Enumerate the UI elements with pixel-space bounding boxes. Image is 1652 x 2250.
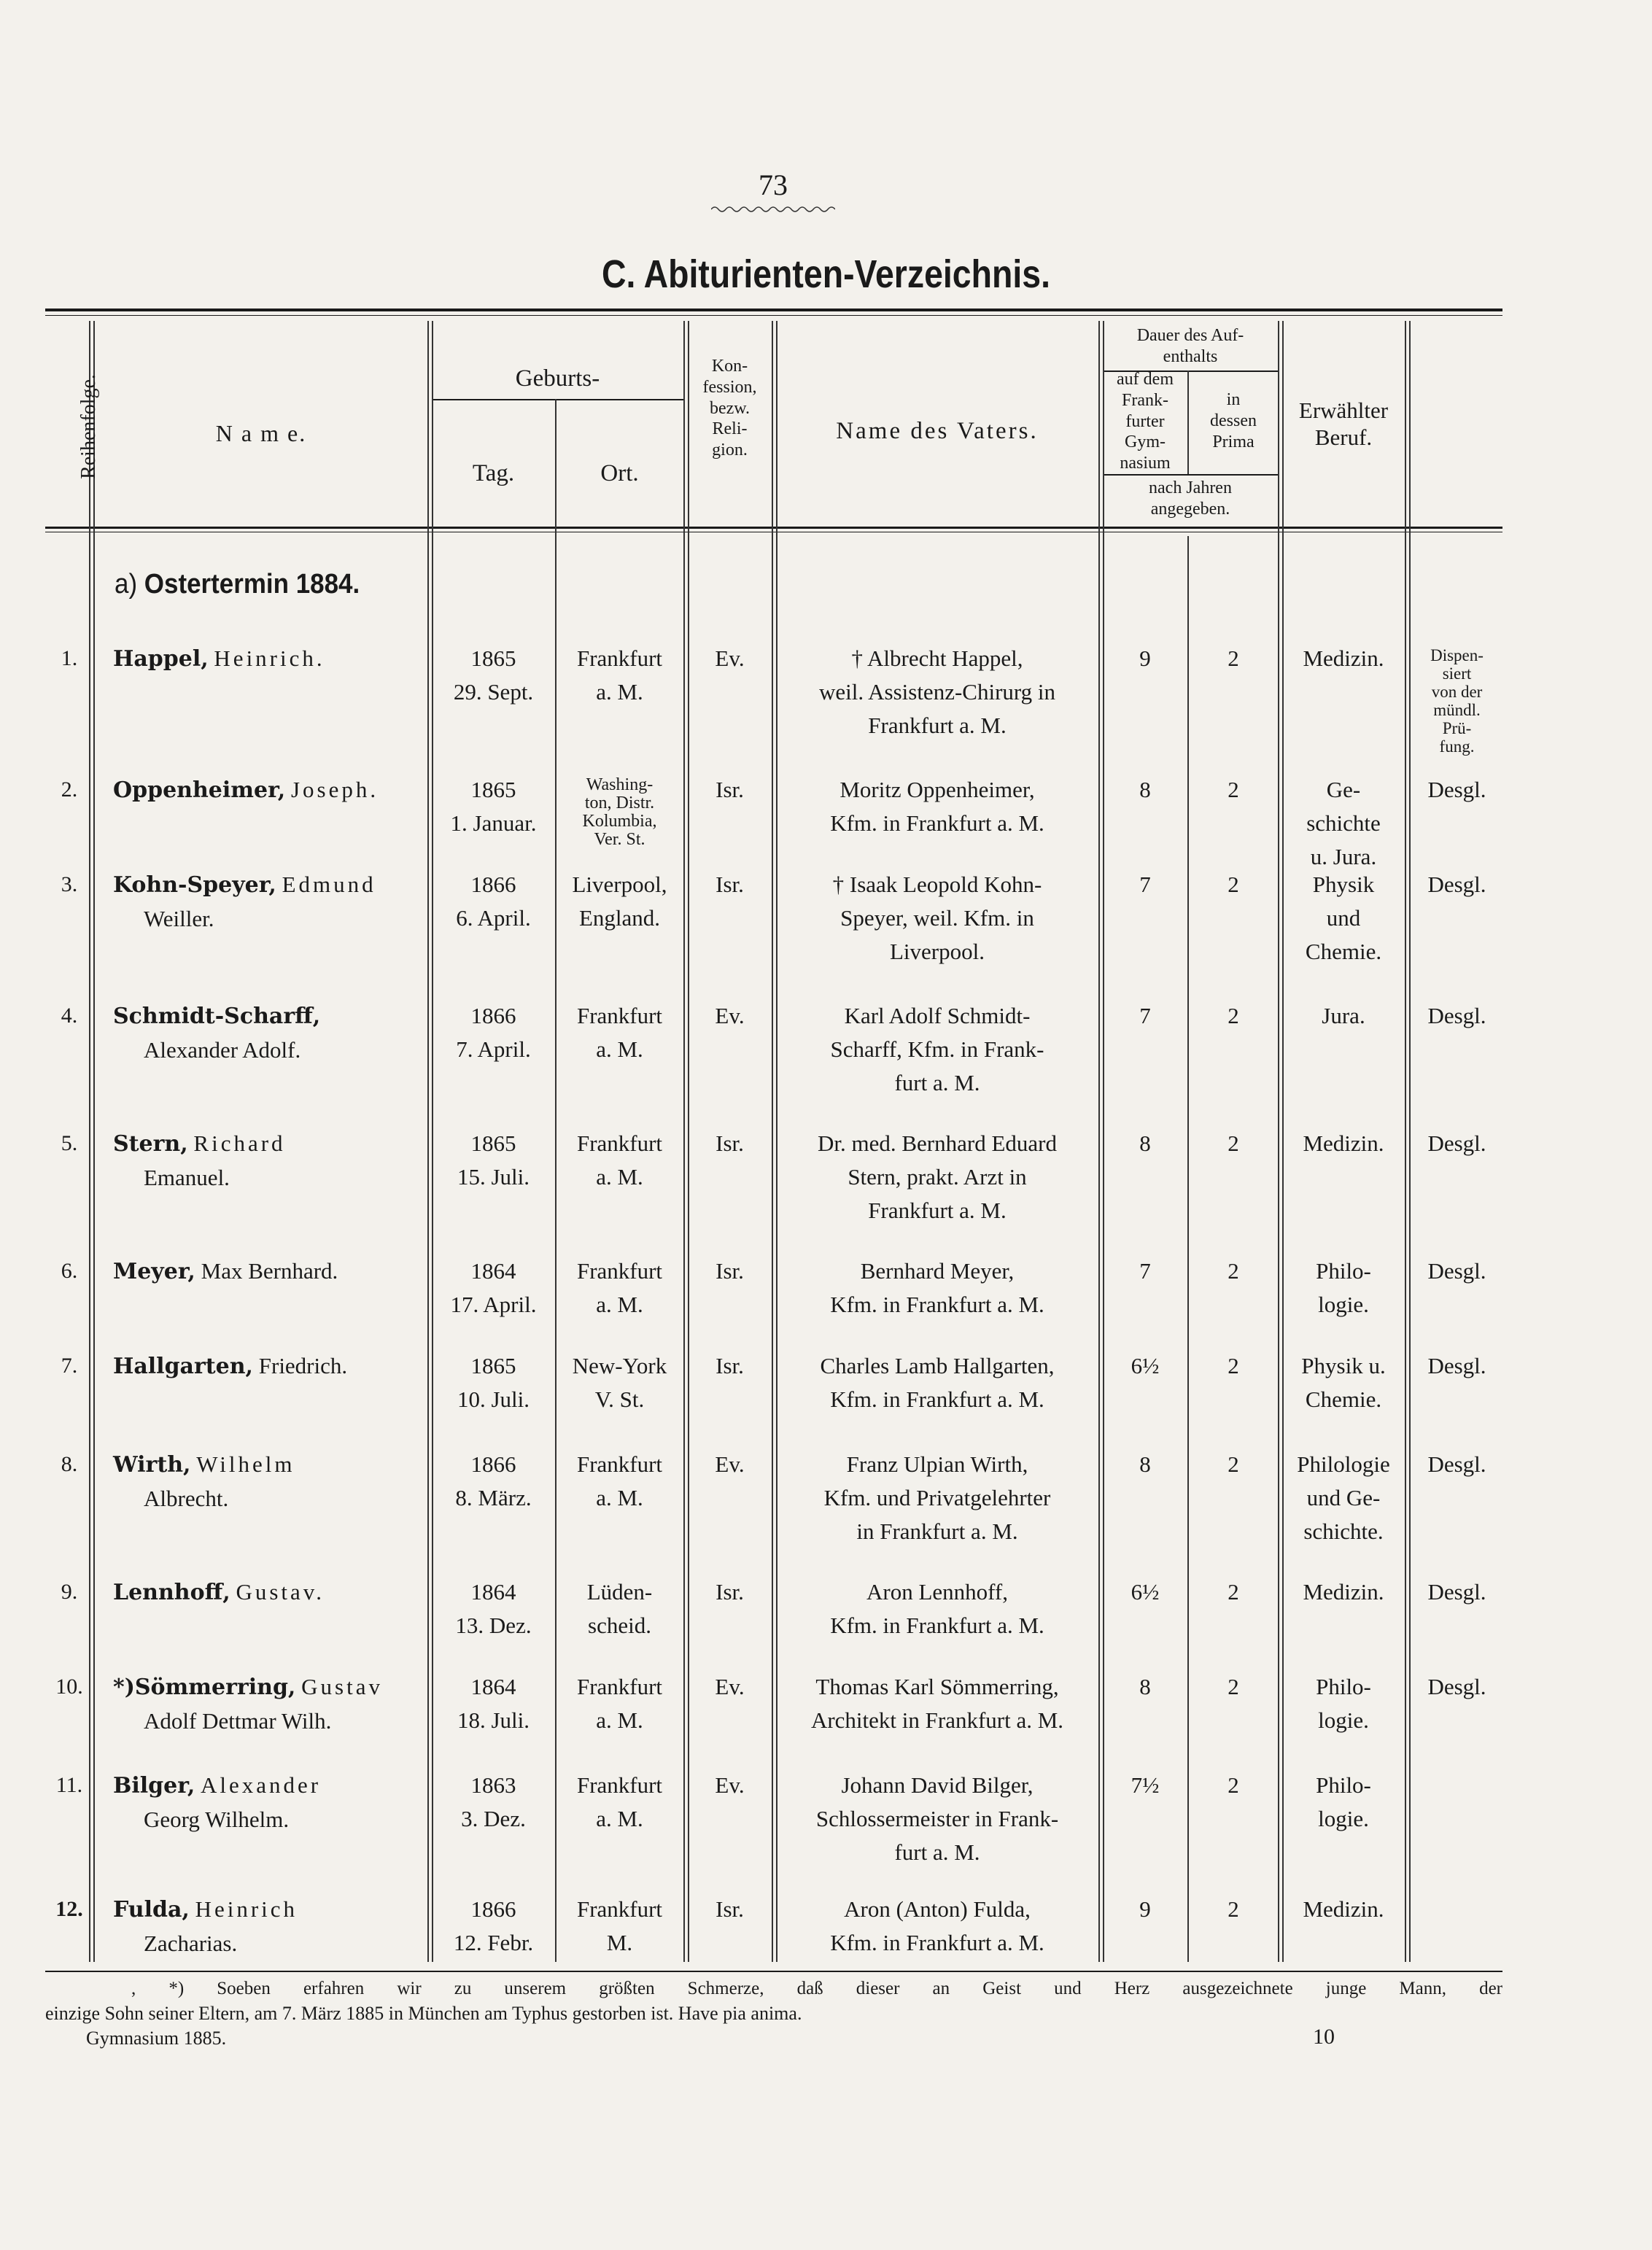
father-name <box>776 1127 1098 1227</box>
birth-year: 1866 <box>470 1451 516 1477</box>
exam-note-line: mündl. <box>1433 701 1481 719</box>
birth-year: 1864 <box>470 1258 516 1284</box>
father-name <box>776 999 1098 1100</box>
career-line: schichte. <box>1303 1518 1384 1544</box>
father-name-line: Scharff, Kfm. in Frank- <box>830 1036 1044 1062</box>
birth-place-line: Ver. St. <box>594 830 645 849</box>
birth-place-line: a. M. <box>596 1164 643 1190</box>
career-line: Chemie. <box>1305 939 1382 964</box>
birth-place-line: Frankfurt <box>576 1258 663 1284</box>
religion: Ev. <box>715 645 745 671</box>
birth-place <box>556 999 683 1066</box>
father-name <box>776 773 1098 840</box>
header-order: Reihenfolge. <box>77 374 100 479</box>
exam-note <box>1411 773 1502 807</box>
exam-note <box>1411 646 1502 756</box>
student-name <box>113 868 427 936</box>
birth-place-line: a. M. <box>596 1485 643 1510</box>
student-name <box>113 1127 427 1195</box>
father-name-line: Charles Lamb Hallgarten, <box>820 1353 1055 1378</box>
career <box>1282 1670 1405 1737</box>
birth-place <box>556 1670 683 1737</box>
student-surname: Meyer, <box>113 1259 195 1284</box>
career-line: logie. <box>1318 1707 1369 1733</box>
student-name <box>113 1254 427 1289</box>
exam-note <box>1411 1448 1502 1481</box>
student-name <box>113 642 427 676</box>
years-gymnasium: 7 <box>1139 1003 1151 1028</box>
father-name <box>776 1254 1098 1322</box>
religion: Isr. <box>716 1896 744 1922</box>
birth-day: 6. April. <box>456 905 531 931</box>
birth-place <box>556 1127 683 1194</box>
father-name <box>776 1670 1098 1737</box>
years-prima: 2 <box>1228 1003 1239 1028</box>
student-name <box>113 1349 427 1384</box>
father-name-line: Johann David Bilger, <box>841 1772 1034 1798</box>
birth-year: 1863 <box>470 1772 516 1798</box>
years-gymnasium: 8 <box>1139 1130 1151 1156</box>
exam-note-line: Desgl. <box>1427 1130 1486 1156</box>
student-given-name-cont: Albrecht. <box>144 1486 229 1511</box>
father-name-line: Frankfurt a. M. <box>868 1198 1007 1223</box>
exam-note-line: fung. <box>1439 737 1475 756</box>
birth-place-line: a. M. <box>596 1036 643 1062</box>
years-prima: 2 <box>1228 1130 1239 1156</box>
header-name: N a m e. <box>215 420 307 446</box>
years-prima: 2 <box>1228 1896 1239 1922</box>
col-line <box>772 321 773 1962</box>
birth-place <box>556 1349 683 1416</box>
exam-note-line: siert <box>1442 664 1472 683</box>
birth-day: 13. Dez. <box>455 1613 532 1638</box>
years-prima: 2 <box>1228 1579 1239 1605</box>
student-given-name: Friedrich. <box>258 1353 348 1378</box>
years-gymnasium: 9 <box>1139 645 1151 671</box>
header-day: Tag. <box>472 460 515 486</box>
student-name <box>113 1769 427 1836</box>
header-prima: in dessen Prima <box>1210 390 1257 451</box>
birth-day: 12. Febr. <box>453 1930 534 1955</box>
career <box>1282 1893 1405 1926</box>
page-title: C. Abiturienten-Verzeichnis. <box>601 252 1051 296</box>
birth-place-line: Frankfurt <box>576 645 663 671</box>
career-line: und <box>1326 905 1361 931</box>
col-line <box>93 321 95 1962</box>
birth-place-line: Kolumbia, <box>582 812 657 831</box>
father-name-line: Frankfurt a. M. <box>868 713 1007 738</box>
father-name-line: Schlossermeister in Frank- <box>815 1806 1059 1831</box>
student-given-name: Gustav <box>301 1674 383 1699</box>
student-surname: Kohn-Speyer, <box>113 872 276 898</box>
years-prima: 2 <box>1228 872 1239 897</box>
father-name-line: † Isaak Leopold Kohn- <box>832 872 1042 897</box>
col-line <box>1187 536 1189 1962</box>
career <box>1282 1127 1405 1160</box>
career-line: Philo- <box>1316 1258 1371 1284</box>
father-name-line: weil. Assistenz-Chirurg in <box>818 679 1056 705</box>
career-line: logie. <box>1318 1806 1369 1831</box>
col-line <box>1405 321 1406 1962</box>
duration-bottom-rule <box>1103 474 1278 476</box>
birth-place-line: M. <box>606 1930 633 1955</box>
student-name <box>113 1670 427 1738</box>
father-name-line: Kfm. in Frankfurt a. M. <box>830 810 1044 836</box>
father-name-line: Bernhard Meyer, <box>860 1258 1015 1284</box>
father-name-line: furt a. M. <box>894 1070 980 1095</box>
father-name-line: Dr. med. Bernhard Eduard <box>818 1130 1057 1156</box>
student-surname: Happel, <box>113 646 209 672</box>
career <box>1282 1254 1405 1322</box>
birth-year: 1866 <box>470 1896 516 1922</box>
career <box>1282 868 1405 969</box>
years-gymnasium: 8 <box>1139 1674 1151 1699</box>
religion: Isr. <box>716 1130 744 1156</box>
birth-place-line: Lüden- <box>586 1579 653 1605</box>
religion: Isr. <box>716 1579 744 1605</box>
student-given-name-cont: Alexander Adolf. <box>144 1037 301 1063</box>
section-heading: a) Ostertermin 1884. <box>115 569 360 600</box>
birth-day: 18. Juli. <box>457 1707 530 1733</box>
birth-subrule <box>432 399 683 400</box>
career-line: logie. <box>1318 1292 1369 1317</box>
birth-day: 15. Juli. <box>457 1164 530 1190</box>
father-name-line: Speyer, weil. Kfm. in <box>840 905 1034 931</box>
career-line: Jura. <box>1322 1003 1365 1028</box>
footnote-rule <box>45 1971 1502 1972</box>
birth-day: 3. Dez. <box>461 1806 526 1831</box>
father-name-line: Architekt in Frankfurt a. M. <box>810 1707 1064 1733</box>
student-surname: Stern, <box>113 1131 188 1157</box>
page-number: 73 <box>759 168 788 201</box>
birth-year: 1866 <box>470 1003 516 1028</box>
birth-day: 10. Juli. <box>457 1386 530 1412</box>
years-gymnasium: 7 <box>1139 872 1151 897</box>
exam-note-line: Desgl. <box>1427 1353 1486 1378</box>
birth-year: 1865 <box>470 1130 516 1156</box>
student-given-name: Alexander <box>201 1772 322 1798</box>
career-line: schichte <box>1306 810 1381 836</box>
years-gymnasium: 6½ <box>1131 1353 1160 1378</box>
birth-place-line: a. M. <box>596 1806 643 1831</box>
student-given-name: Richard <box>193 1130 286 1156</box>
student-given-name: Edmund <box>282 872 376 897</box>
header-duration: Dauer des Auf- enthalts <box>1136 326 1244 366</box>
exam-note <box>1411 1575 1502 1609</box>
exam-note-line: Desgl. <box>1427 1674 1486 1699</box>
exam-note-line: Prü- <box>1442 719 1472 737</box>
student-surname: Bilger, <box>113 1773 195 1799</box>
religion: Isr. <box>716 1353 744 1378</box>
student-given-name: Gustav. <box>236 1579 325 1605</box>
student-name <box>113 1448 427 1516</box>
exam-note <box>1411 1254 1502 1288</box>
years-prima: 2 <box>1228 1258 1239 1284</box>
years-gymnasium: 7 <box>1139 1258 1151 1284</box>
religion: Isr. <box>716 1258 744 1284</box>
years-gymnasium: 8 <box>1139 777 1151 802</box>
father-name-line: Kfm. in Frankfurt a. M. <box>830 1930 1044 1955</box>
birth-place <box>556 1893 683 1960</box>
student-surname: Schmidt-Scharff, <box>113 1004 321 1029</box>
student-name <box>113 773 427 807</box>
religion: Ev. <box>715 1451 745 1477</box>
father-name <box>776 642 1098 742</box>
father-name-line: Kfm. in Frankfurt a. M. <box>830 1292 1044 1317</box>
row-number: 6. <box>61 1259 78 1283</box>
student-given-name: Heinrich <box>195 1896 298 1922</box>
father-name-line: Kfm. in Frankfurt a. M. <box>830 1386 1044 1412</box>
exam-note <box>1411 868 1502 901</box>
career <box>1282 642 1405 675</box>
birth-year: 1864 <box>470 1674 516 1699</box>
header-father: Name des Vaters. <box>836 418 1039 444</box>
sheet-signature: 10 <box>1313 2025 1335 2049</box>
birth-place-line: a. M. <box>596 1292 643 1317</box>
years-gymnasium: 8 <box>1139 1451 1151 1477</box>
years-gymnasium: 7½ <box>1131 1772 1160 1798</box>
father-name-line: Franz Ulpian Wirth, <box>846 1451 1028 1477</box>
col-line <box>1278 321 1279 1962</box>
career <box>1282 1769 1405 1836</box>
student-name <box>113 1575 427 1610</box>
row-number: 1. <box>61 646 78 670</box>
exam-note-line: von der <box>1431 683 1483 701</box>
row-number: 4. <box>61 1004 78 1028</box>
footnote-line-1: , *) Soeben erfahren wir zu unserem größten Schmerze, daß dieser an Geist und Herz ausgezeichnete junge Mann, der <box>131 1979 1502 1998</box>
birth-place-line: New-York <box>572 1353 667 1378</box>
career-line: Physik u. <box>1301 1353 1386 1378</box>
birth-place-line: Frankfurt <box>576 1003 663 1028</box>
years-prima: 2 <box>1228 1674 1239 1699</box>
col-line <box>427 321 429 1962</box>
header-years-note: nach Jahren angegeben. <box>1149 478 1232 519</box>
exam-note-line: Desgl. <box>1427 1451 1486 1477</box>
student-given-name-cont: Adolf Dettmar Wilh. <box>144 1708 332 1734</box>
student-surname: *)Sömmerring, <box>113 1675 296 1700</box>
birth-place-line: Frankfurt <box>576 1674 663 1699</box>
birth-place-line: ton, Distr. <box>584 794 655 812</box>
row-number: 11. <box>55 1773 83 1797</box>
birth-place-line: a. M. <box>596 679 643 705</box>
header-top-rule-thin <box>45 315 1502 316</box>
birth-day: 17. April. <box>450 1292 537 1317</box>
father-name-line: Moritz Oppenheimer, <box>839 777 1035 802</box>
career <box>1282 773 1405 874</box>
father-name <box>776 1769 1098 1869</box>
student-surname: Lennhoff, <box>113 1580 230 1605</box>
father-name-line: Kfm. in Frankfurt a. M. <box>830 1613 1044 1638</box>
years-gymnasium: 9 <box>1139 1896 1151 1922</box>
header-birth: Geburts- <box>515 365 600 392</box>
student-surname: Hallgarten, <box>113 1354 253 1379</box>
birth-place-line: Washing- <box>586 775 654 794</box>
father-name-line: † Albrecht Happel, <box>851 645 1023 671</box>
birth-place <box>556 1254 683 1322</box>
career <box>1282 1448 1405 1548</box>
birth-day: 8. März. <box>455 1485 532 1510</box>
birth-place <box>556 776 683 849</box>
student-given-name-cont: Georg Wilhelm. <box>144 1807 290 1832</box>
father-name <box>776 1448 1098 1548</box>
student-given-name: Joseph. <box>290 777 379 802</box>
birth-day: 29. Sept. <box>453 679 534 705</box>
row-number: 5. <box>61 1131 78 1155</box>
religion: Ev. <box>715 1772 745 1798</box>
exam-note-line: Desgl. <box>1427 1579 1486 1605</box>
row-number: 8. <box>61 1452 78 1476</box>
years-prima: 2 <box>1228 1353 1239 1378</box>
header-bottom-rule <box>45 527 1502 529</box>
student-given-name: Max Bernhard. <box>201 1258 338 1284</box>
father-name <box>776 1575 1098 1642</box>
student-surname: Wirth, <box>113 1452 191 1478</box>
birth-place <box>556 868 683 935</box>
birth-place-line: Frankfurt <box>576 1451 663 1477</box>
religion: Ev. <box>715 1674 745 1699</box>
birth-place-line: a. M. <box>596 1707 643 1733</box>
birth-place <box>556 1575 683 1642</box>
col-line <box>1098 321 1100 1962</box>
father-name <box>776 1893 1098 1960</box>
birth-place-line: Frankfurt <box>576 1896 663 1922</box>
father-name-line: in Frankfurt a. M. <box>856 1518 1018 1544</box>
birth-year: 1865 <box>470 645 516 671</box>
student-given-name: Wilhelm <box>196 1451 295 1477</box>
career-line: und Ge- <box>1306 1485 1381 1510</box>
col-line <box>1409 321 1411 1962</box>
birth-place <box>556 1448 683 1515</box>
years-gymnasium: 6½ <box>1131 1579 1160 1605</box>
header-top-rule <box>45 309 1502 311</box>
years-prima: 2 <box>1228 645 1239 671</box>
religion: Isr. <box>716 872 744 897</box>
birth-place-line: Frankfurt <box>576 1772 663 1798</box>
birth-place-line: V. St. <box>594 1386 645 1412</box>
row-number: 9. <box>61 1580 78 1604</box>
exam-note-line: Desgl. <box>1427 872 1486 897</box>
col-line <box>89 321 90 1962</box>
student-given-name-cont: Emanuel. <box>144 1165 230 1190</box>
birth-year: 1866 <box>470 872 516 897</box>
career-line: Medizin. <box>1303 1579 1384 1605</box>
father-name-line: furt a. M. <box>894 1839 980 1865</box>
row-number: 2. <box>61 777 78 802</box>
birth-place <box>556 1769 683 1836</box>
career-line: Medizin. <box>1303 1130 1384 1156</box>
father-name <box>776 868 1098 969</box>
career-line: Ge- <box>1326 777 1361 802</box>
exam-note-line: Desgl. <box>1427 1003 1486 1028</box>
father-name-line: Aron (Anton) Fulda, <box>844 1896 1031 1922</box>
career-line: Physik <box>1312 872 1375 897</box>
career-line: Philo- <box>1316 1772 1371 1798</box>
career-line: Chemie. <box>1305 1386 1382 1412</box>
student-name <box>113 1893 427 1960</box>
student-surname: Fulda, <box>113 1897 190 1923</box>
exam-note-line: Desgl. <box>1427 777 1486 802</box>
exam-note <box>1411 999 1502 1033</box>
row-number: 7. <box>61 1354 78 1378</box>
student-name <box>113 999 427 1067</box>
years-prima: 2 <box>1228 1772 1239 1798</box>
row-number: 12. <box>55 1897 83 1921</box>
father-name-line: Kfm. und Privatgelehrter <box>823 1485 1051 1510</box>
birth-day: 7. April. <box>456 1036 531 1062</box>
father-name <box>776 1349 1098 1416</box>
years-prima: 2 <box>1228 777 1239 802</box>
career-line: Medizin. <box>1303 645 1384 671</box>
career <box>1282 999 1405 1033</box>
birth-year: 1865 <box>470 1353 516 1378</box>
religion: Isr. <box>716 777 744 802</box>
header-career: Erwählter Beruf. <box>1298 397 1389 451</box>
birth-place-line: Frankfurt <box>576 1130 663 1156</box>
birth-place-line: Liverpool, <box>572 872 667 897</box>
career-line: u. Jura. <box>1310 844 1377 869</box>
squiggle-ornament <box>711 204 835 214</box>
birth-place-line: England. <box>578 905 661 931</box>
exam-note <box>1411 1349 1502 1383</box>
student-given-name-cont: Zacharias. <box>144 1931 238 1956</box>
student-given-name: Heinrich. <box>214 645 325 671</box>
career-line: Philologie <box>1297 1451 1390 1477</box>
exam-note <box>1411 1127 1502 1160</box>
birth-year: 1864 <box>470 1579 516 1605</box>
student-surname: Oppenheimer, <box>113 777 286 803</box>
father-name-line: Karl Adolf Schmidt- <box>844 1003 1031 1028</box>
birth-day: 1. Januar. <box>450 810 537 836</box>
exam-note-line: Dispen- <box>1430 646 1484 664</box>
birth-place-line: scheid. <box>588 1613 651 1638</box>
footnote-line-2: einzige Sohn seiner Eltern, am 7. März 1885 in München am Typhus gestorben ist. Have pia anima. <box>45 2003 802 2024</box>
birth-year: 1865 <box>470 777 516 802</box>
student-given-name-cont: Weiller. <box>144 906 214 931</box>
col-line <box>683 321 685 1962</box>
career-line: Medizin. <box>1303 1896 1384 1922</box>
birth-place <box>556 642 683 709</box>
career <box>1282 1575 1405 1609</box>
exam-note-line: Desgl. <box>1427 1258 1486 1284</box>
years-prima: 2 <box>1228 1451 1239 1477</box>
father-name-line: Stern, prakt. Arzt in <box>848 1164 1027 1190</box>
row-number: 10. <box>55 1675 83 1699</box>
father-name-line: Thomas Karl Sömmerring, <box>815 1674 1059 1699</box>
exam-note <box>1411 1670 1502 1704</box>
source-note: Gymnasium 1885. <box>86 2028 227 2049</box>
religion: Ev. <box>715 1003 745 1028</box>
career-line: Philo- <box>1316 1674 1371 1699</box>
father-name-line: Liverpool. <box>890 939 985 964</box>
header-confession: Kon- fession, bezw. Reli- gion. <box>702 357 757 460</box>
header-place: Ort. <box>600 460 639 486</box>
father-name-line: Aron Lennhoff, <box>866 1579 1008 1605</box>
header-gym: auf dem Frank- furter Gym- nasium <box>1117 370 1174 473</box>
row-number: 3. <box>61 872 78 896</box>
career <box>1282 1349 1405 1416</box>
